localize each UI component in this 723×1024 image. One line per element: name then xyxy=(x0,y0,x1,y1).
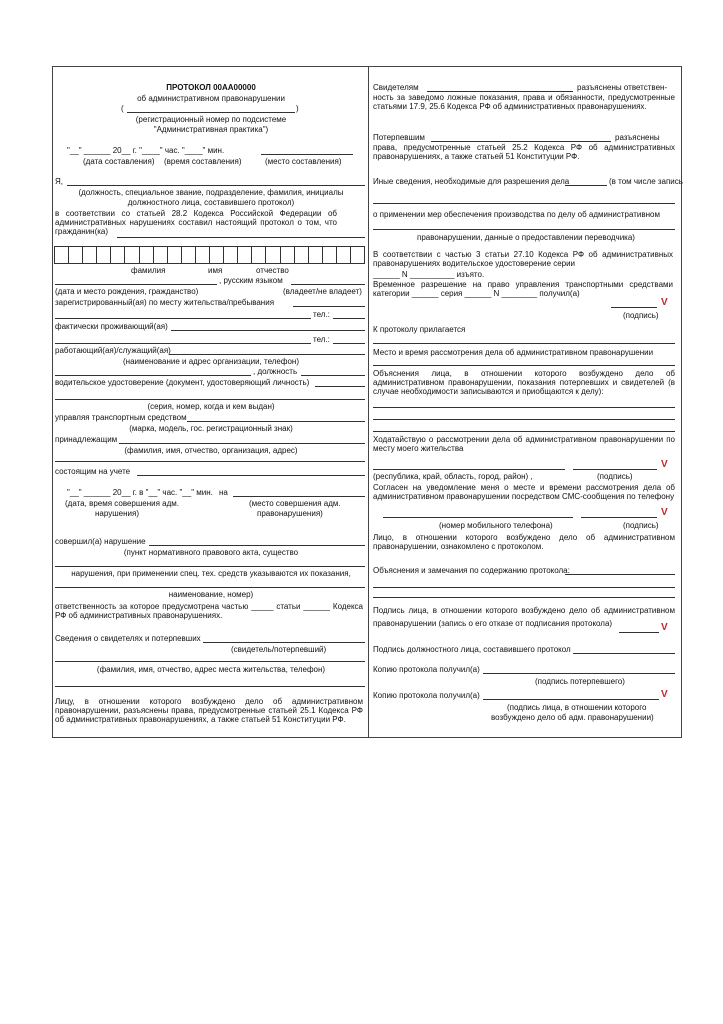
witnesses-text: ность за заведомо ложные показания, права и обязанности, предусмотренные статьями 17.9, 25.6 Кодекса РФ об административных правонарушениях. xyxy=(373,93,675,111)
sign-mark-4: V xyxy=(661,622,668,633)
cap-place-2b: правонарушения) xyxy=(257,509,323,518)
sign-mark-1: V xyxy=(661,297,668,308)
cap-birth: (дата и место рождения, гражданство) xyxy=(55,287,199,296)
witness-line[interactable] xyxy=(55,661,365,662)
art27-serial: ______ N __________ изъято. xyxy=(373,270,485,279)
explanations-line-2[interactable] xyxy=(373,419,675,420)
belongs-label: принадлежащим xyxy=(55,435,118,444)
vehicle-line[interactable] xyxy=(187,421,365,422)
sign-mark-3: V xyxy=(661,507,668,518)
at-label: на xyxy=(219,488,228,497)
witnesses-line[interactable] xyxy=(203,642,365,643)
sms-sign-line[interactable] xyxy=(581,517,657,518)
cap-date-2: (дата, время совершения адм. xyxy=(65,499,180,508)
other-line-2[interactable] xyxy=(373,203,675,204)
victims-text: права, предусмотренные статьей 25.2 Кодекса РФ об административных правонарушениях, а также статьей 51 Конституции РФ. xyxy=(373,143,675,161)
reg-caption: (регистрационный номер по подсистеме xyxy=(135,115,287,124)
committed-label: совершил(а) нарушение xyxy=(55,537,146,546)
registered-line-2[interactable] xyxy=(55,318,311,319)
cap-org: (наименование и адрес организации, телефон) xyxy=(123,357,299,366)
phone-line[interactable] xyxy=(333,318,365,319)
russian-lang-label: , русским языком xyxy=(219,276,283,285)
sign-person-text: Подпись лица, в отношении которого возбуждено дело об административном правонарушении (запись о его отказе от подписания протокола) xyxy=(373,606,675,628)
right-column xyxy=(369,67,683,737)
victims-label: Потерпевшим xyxy=(373,133,425,142)
attached-label: К протоколу прилагается xyxy=(373,325,466,334)
measures-caption: правонарушении, данные о предоставлении переводчика) xyxy=(417,233,635,242)
actual-label: фактически проживающий(ая) xyxy=(55,322,168,331)
sign-mark-5: V xyxy=(661,689,668,700)
cap-clause: (пункт нормативного правового акта, существо xyxy=(123,548,299,557)
cap-witness-2: (фамилия, имя, отчество, адрес места жительства, телефон) xyxy=(96,665,326,674)
cap-mobile: (номер мобильного телефона) xyxy=(439,521,553,530)
cap-clause-3: наименование, номер) xyxy=(168,590,254,599)
owner-line[interactable] xyxy=(55,461,365,462)
date-time-line-2: "__" ______ 20__ г. в "__" час. "__" мин. xyxy=(67,488,213,497)
explanations-line-1[interactable] xyxy=(373,407,675,408)
measures-label: о применении мер обеспечения производства по делу об административном xyxy=(373,210,660,219)
basis-text: в соответствии со статьей 28.2 Кодекса Российской Федерации об административных нарушениях составил настоящий протокол о том, что гражданин(ка) xyxy=(55,209,337,236)
protocol-subtitle: об административном правонарушении xyxy=(137,94,285,103)
familiar-text: Лицо, в отношении которого возбуждено дело об административном правонарушении, ознакомлено с протоколом. xyxy=(373,533,675,551)
other-tail: (в том числе запись xyxy=(609,177,683,186)
registered-label: зарегистрированный(ая) по месту жительства/пребывания xyxy=(55,298,275,307)
cap-license: (серия, номер, когда и кем выдан) xyxy=(147,402,275,411)
clause-line[interactable] xyxy=(55,566,365,567)
left-column xyxy=(53,67,369,737)
cap-patronymic: отчество xyxy=(256,266,289,275)
copy-victim-line[interactable] xyxy=(483,673,675,674)
cap-witness: (свидетель/потерпевший) xyxy=(231,645,327,654)
cap-surname: фамилия xyxy=(131,266,166,275)
post-line[interactable] xyxy=(301,375,365,376)
name-cells[interactable] xyxy=(55,246,365,264)
phone-label-2: тел.: xyxy=(313,335,330,344)
actual-line[interactable] xyxy=(171,330,365,331)
other-label: Иные сведения, необходимые для разрешения дела xyxy=(373,177,570,186)
org-line[interactable] xyxy=(55,375,251,376)
place-time-line[interactable] xyxy=(373,365,675,366)
explanations-line-3[interactable] xyxy=(373,431,675,432)
citizen-line[interactable] xyxy=(117,237,365,238)
language-line[interactable] xyxy=(291,284,365,285)
victims-line[interactable] xyxy=(431,141,611,142)
cap-position: (должность, специальное звание, подразделение, фамилия, инициалы xyxy=(78,188,344,197)
works-line[interactable] xyxy=(169,354,365,355)
actual-line-2[interactable] xyxy=(55,343,311,344)
mobile-line[interactable] xyxy=(383,517,573,518)
cap-sign-person: (подпись лица, в отношении которого xyxy=(507,703,647,712)
cap-vehicle: (марка, модель, гос. регистрационный знак) xyxy=(129,424,293,433)
sign-official-line[interactable] xyxy=(573,653,675,654)
cap-sign-victim: (подпись потерпевшего) xyxy=(535,677,625,686)
cap-sign-person-2: возбуждено дело об адм. правонарушении) xyxy=(491,713,654,722)
license-label: водительское удостоверение (документ, удостоверяющий личность) xyxy=(55,378,310,387)
birth-line[interactable] xyxy=(55,284,217,285)
sign-mark-2: V xyxy=(661,459,668,470)
reg-number-line[interactable] xyxy=(127,112,295,113)
clause-line-2[interactable] xyxy=(55,587,365,588)
art27-text: В соответствии с частью 3 статьи 27.10 Кодекса РФ об административных правонарушениях водительское удостоверение серии xyxy=(373,250,673,268)
protocol-title: ПРОТОКОЛ 00АА00000 xyxy=(166,83,256,92)
phone-line-2[interactable] xyxy=(333,343,365,344)
explanations-text: Объяснения лица, в отношении которого возбуждено дело об административном правонарушении, показания потерпевших и свидетелей (в случае необходимости записываются и приобщаются к делу): xyxy=(373,369,675,396)
cap-sign-2: (подпись) xyxy=(597,472,633,481)
cap-date-2b: нарушения) xyxy=(95,509,139,518)
region-line[interactable] xyxy=(373,469,565,470)
date-time-line: "__" ______ 20__ г. "____" час. "____" мин. xyxy=(67,146,225,155)
liability-text: ответственность за которое предусмотрена частью _____ статьи ______ Кодекса РФ об административных правонарушениях. xyxy=(55,602,363,620)
copy-victim-label: Копию протокола получил(а) xyxy=(373,665,480,674)
witnesses-label: Сведения о свидетелях и потерпевших xyxy=(55,634,201,643)
paren-open: ( xyxy=(121,104,124,113)
cap-clause-2: нарушения, при применении спец. тех. средств указываются их показания, xyxy=(71,569,351,578)
paren-close: ) xyxy=(296,104,299,113)
works-label: работающий(ая)/служащий(ая) xyxy=(55,346,171,355)
official-line[interactable] xyxy=(67,185,365,186)
remarks-label: Объяснения и замечания по содержанию протокола: xyxy=(373,566,570,575)
other-line[interactable] xyxy=(565,185,607,186)
attached-line[interactable] xyxy=(373,343,675,344)
cap-sign-3: (подпись) xyxy=(623,521,659,530)
temp-permit-text: Временное разрешение на право управления транспортными средствами категории ______ серия ______ N ________ получил(а) xyxy=(373,280,673,298)
record-line[interactable] xyxy=(137,475,365,476)
petition-sign-line[interactable] xyxy=(573,469,657,470)
witnesses-line-right[interactable] xyxy=(427,91,573,92)
copy-person-label: Копию протокола получил(а) xyxy=(373,691,480,700)
cap-position-2: должностного лица, составившего протокол) xyxy=(127,198,295,207)
copy-person-line[interactable] xyxy=(483,699,659,700)
protocol-form xyxy=(52,66,682,738)
witnesses-label-right: Свидетелям xyxy=(373,83,419,92)
record-label: состоящим на учете xyxy=(55,467,131,476)
cap-place-2: (место совершения адм. xyxy=(249,499,341,508)
cap-date: (дата составления) xyxy=(83,157,155,166)
place-line[interactable] xyxy=(261,154,353,155)
vehicle-label: управляя транспортным средством xyxy=(55,413,187,422)
sign-official-label: Подпись должностного лица, составившего протокол xyxy=(373,645,571,654)
remarks-line-2[interactable] xyxy=(373,587,675,588)
license-line-2[interactable] xyxy=(55,399,365,400)
cap-owns: (владеет/не владеет) xyxy=(283,287,362,296)
cap-sign-1: (подпись) xyxy=(623,311,659,320)
petition-text: Ходатайствую о рассмотрении дела об административном правонарушении по месту моего жительства xyxy=(373,435,675,453)
committed-line[interactable] xyxy=(149,545,365,546)
ya-label: Я, xyxy=(55,177,63,186)
remarks-line[interactable] xyxy=(565,574,675,575)
post-label: , должность xyxy=(253,367,298,376)
remarks-line-3[interactable] xyxy=(373,597,675,598)
cap-region: (республика, край, область, город, район) , xyxy=(373,472,533,481)
cap-time: (время составления) xyxy=(164,157,242,166)
victims-tail: разъяснены xyxy=(615,133,660,142)
belongs-line[interactable] xyxy=(119,443,365,444)
sign-person-line[interactable] xyxy=(619,632,659,633)
rights-text: Лицу, в отношении которого возбуждено дело об административном правонарушении, разъяснены права, предусмотренные статьей 25.1 Кодекса РФ об административных правонарушениях, а также статьей 51 Конституции РФ. xyxy=(55,697,363,724)
license-line[interactable] xyxy=(315,386,365,387)
measures-line[interactable] xyxy=(373,229,675,230)
sms-text: Согласен на уведомление меня о месте и времени рассмотрения дела об административном правонарушении посредством СМС-сообщения по телефону xyxy=(373,483,675,501)
violation-place-line[interactable] xyxy=(233,496,365,497)
cap-name: имя xyxy=(208,266,223,275)
witness-line-2[interactable] xyxy=(55,686,365,687)
temp-sign-line[interactable] xyxy=(611,307,657,308)
registered-line[interactable] xyxy=(293,306,365,307)
cap-owner: (фамилия, имя, отчество, организация, адрес) xyxy=(124,446,298,455)
phone-label: тел.: xyxy=(313,310,330,319)
place-time-label: Место и время рассмотрения дела об административном правонарушении xyxy=(373,348,654,357)
reg-caption-2: "Административная практика") xyxy=(153,125,269,134)
witnesses-tail: разъяснены ответствен- xyxy=(577,83,668,92)
cap-place: (место составления) xyxy=(265,157,342,166)
